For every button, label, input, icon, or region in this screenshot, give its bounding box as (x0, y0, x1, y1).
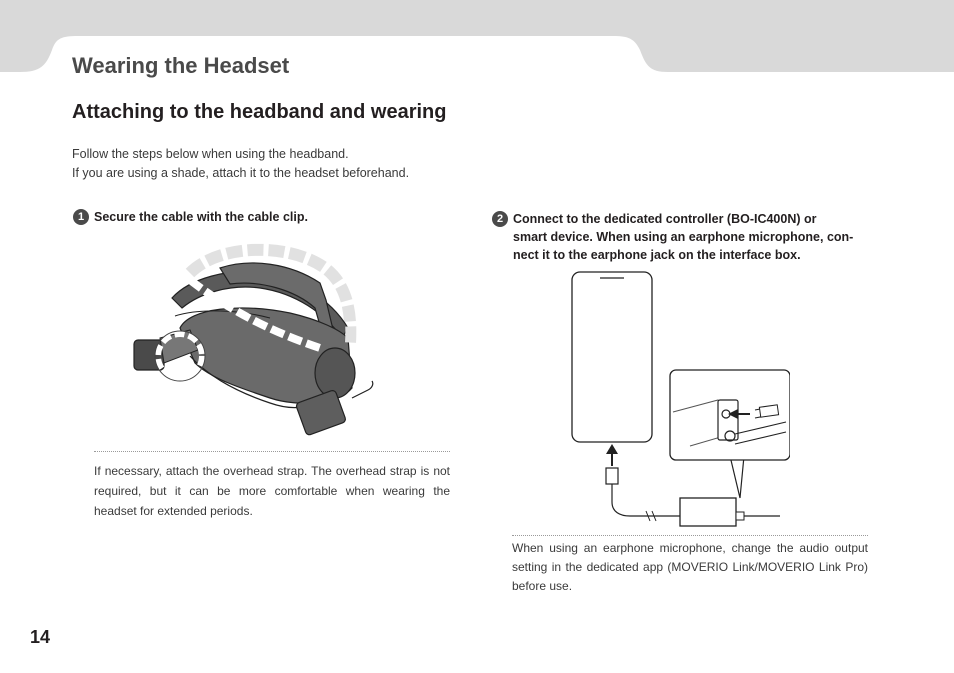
step-1-number: 1 (73, 209, 89, 225)
step-1-text: Secure the cable with the cable clip. (94, 210, 308, 224)
page-title: Wearing the Headset (72, 53, 290, 78)
step-2-text-line-3: nect it to the earphone jack on the interface box. (513, 247, 801, 262)
step-2-text-line-1: Connect to the dedicated controller (BO-IC400N) or (513, 211, 817, 226)
step-1 (73, 209, 308, 225)
headset-with-headband-icon (120, 238, 400, 438)
section-heading: Attaching to the headband and wearing (72, 101, 447, 123)
note-1-separator (94, 451, 450, 452)
intro-line-2: If you are using a shade, attach it to the headset beforehand. (72, 166, 410, 180)
step-2 (492, 209, 862, 264)
note-2: When using an earphone microphone, change the audio output setting in the dedicated app (MOVERIO Link/MOVERIO Link Pro) before use. (512, 541, 868, 593)
note-1: If necessary, attach the overhead strap. The overhead strap is not required, but it can be more comfortable when wearing the headset for extended periods. (94, 464, 450, 518)
smartphone-interface-box-icon (560, 266, 790, 532)
step-2-number: 2 (492, 211, 508, 227)
intro-text (72, 145, 409, 183)
page-number: 14 (30, 627, 51, 647)
step-2-text-line-2: smart device. When using an earphone microphone, con- (513, 229, 854, 244)
intro-line-1: Follow the steps below when using the headband. (72, 147, 349, 161)
note-2-separator (512, 535, 868, 536)
